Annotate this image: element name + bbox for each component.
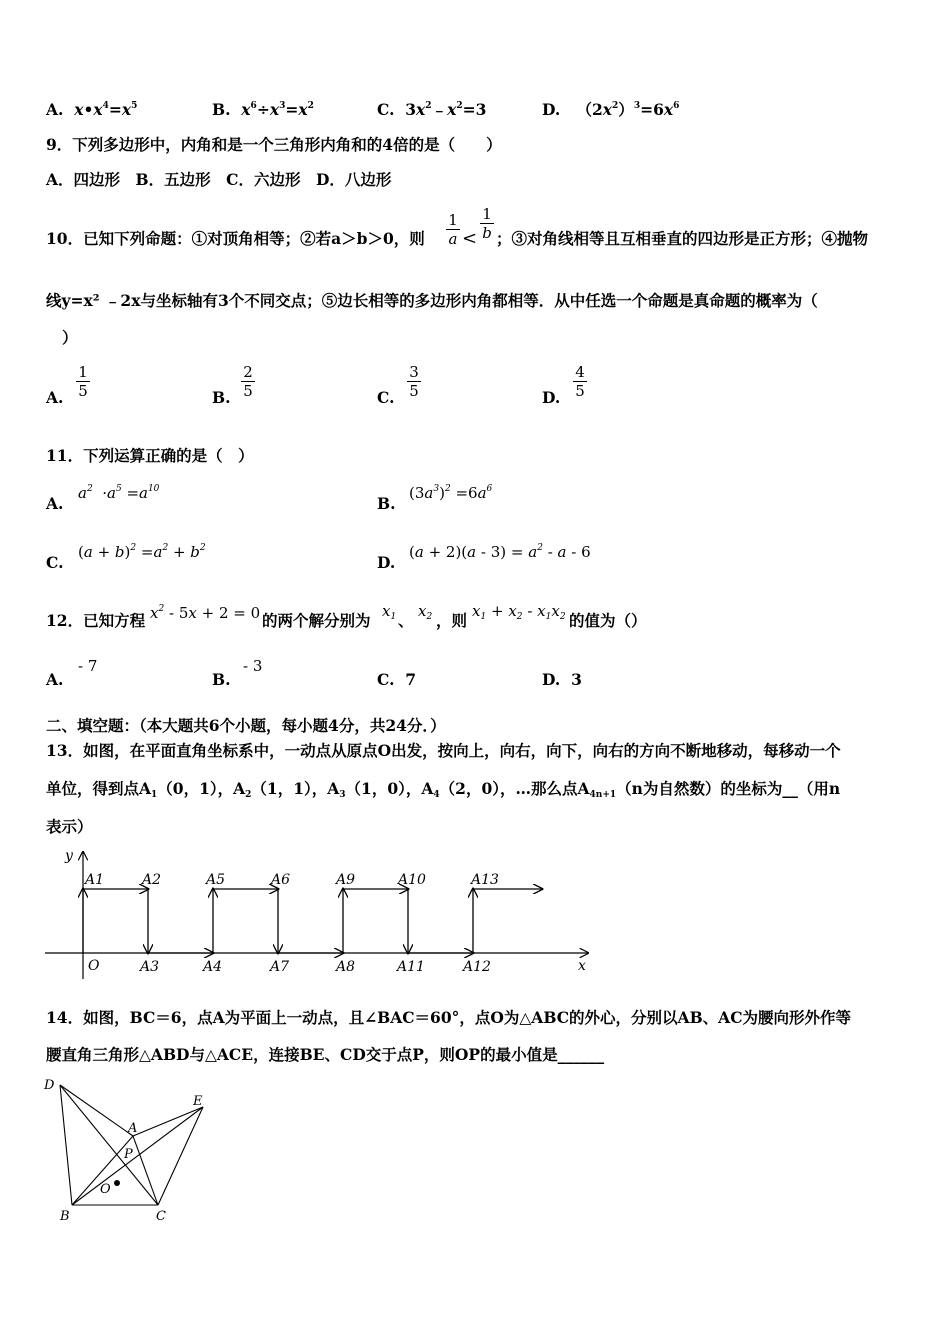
label-a12: A12: [463, 959, 491, 975]
q11-label-d: D.: [377, 553, 396, 572]
q8-option-d: D. $(2x^2)^3=6x^6$: [542, 100, 680, 119]
label-a3: A3: [140, 959, 160, 975]
q8-option-c: C. $3x^2﹣x^2=3$: [377, 100, 487, 119]
q10-label-b: B.: [212, 388, 231, 407]
q12-stem-part2: 的两个解分别为: [262, 611, 371, 630]
q12-x2: $x_2$: [418, 602, 433, 622]
label-a9: A9: [336, 872, 356, 888]
q14-line1: 14．如图，BC＝6，点A为平面上一动点，且∠BAC＝60°，点O为△ABC的外心，分别以AB、AC为腰向形外作等: [46, 1008, 852, 1027]
q11-label-c: C.: [46, 553, 64, 572]
q12-separator: 、: [398, 611, 414, 630]
q13-line3: 表示）: [46, 817, 93, 836]
label-a: A: [128, 1121, 138, 1136]
q11-option-c-expr: $(a + b)^2 =a^2 + b^2$: [78, 543, 206, 561]
q11-option-a-expr: $a^2 \cdot a^5 =a^{10}$: [78, 484, 160, 502]
q10-option-c-fraction: 3 5: [407, 364, 421, 399]
q10-label-d: D.: [542, 388, 561, 407]
q12-label-a: A.: [46, 670, 64, 689]
q11-option-b-expr: $(3a^3)^2 =6a^6$: [409, 484, 493, 502]
label-a2: A2: [142, 872, 162, 888]
q10-fraction-1-over-b: 1 b: [480, 206, 494, 241]
q10-fraction-1-over-a: 1 a: [446, 212, 460, 247]
axis-x-label: x: [578, 958, 586, 974]
label-a6: A6: [271, 872, 291, 888]
q12-value-d: 3: [571, 670, 582, 689]
label-e: E: [193, 1094, 203, 1109]
q14-line2: 腰直角三角形△ABD与△ACE，连接BE、CD交于点P，则OP的最小值是______: [46, 1045, 605, 1064]
label-a1: A1: [85, 872, 105, 888]
q11-label-a: A.: [46, 494, 64, 513]
q12-stem-part4: 的值为（）: [569, 611, 647, 630]
q10-line3: ）: [62, 328, 78, 347]
q12-value-a: - 7: [78, 657, 98, 675]
q12-equation: $x^2 - 5x + 2 = 0$: [150, 604, 261, 622]
q13-line2: 单位，得到点$A_1(0$，1），$A_2(1$，1），$A_3(1$，0），$A_4(2$，0），…那么点$A_{4n+1}(n$为自然数）的坐标为__（用n: [46, 779, 841, 800]
label-a7: A7: [270, 959, 290, 975]
label-a8: A8: [336, 959, 356, 975]
q10-option-a-fraction: 1 5: [76, 364, 90, 399]
q10-less-than: <: [462, 228, 478, 249]
q10-stem-part1: 10．已知下列命题：①对顶角相等；②若a＞b＞0，则: [46, 229, 425, 248]
label-c: C: [156, 1209, 166, 1224]
q13-figure: [40, 842, 600, 982]
label-b: B: [60, 1209, 70, 1224]
label-a4: A4: [203, 959, 223, 975]
q14-figure: [40, 1072, 220, 1227]
q12-stem-part1: 12．已知方程: [46, 611, 146, 630]
q10-label-a: A.: [46, 388, 64, 407]
q9-stem: 9．下列多边形中，内角和是一个三角形内角和的4倍的是（ ）: [46, 135, 502, 154]
q9-options: A．四边形 B．五边形 C．六边形 D．八边形: [46, 170, 392, 189]
q10-option-b-fraction: 2 5: [241, 364, 255, 399]
q12-value-c: 7: [405, 670, 417, 689]
label-a10: A10: [398, 872, 426, 888]
q11-option-d-expr: $(a + 2)(a - 3) = a^2 - a - 6$: [409, 543, 591, 561]
q12-label-c: C. 7: [377, 670, 417, 689]
q8-option-a: A. $x•x^4=x^5$: [46, 100, 138, 119]
q11-stem: 11．下列运算正确的是（ ）: [46, 446, 254, 465]
origin-label: O: [88, 958, 100, 974]
label-o: O: [100, 1182, 111, 1197]
q12-label-d: D. 3: [542, 670, 582, 689]
label-p: P: [124, 1147, 133, 1162]
axis-y-label: y: [65, 848, 73, 864]
label-a5: A5: [206, 872, 226, 888]
q10-label-c: C.: [377, 388, 395, 407]
q12-label-b: B.: [212, 670, 231, 689]
q12-x1: $x_1$: [382, 602, 397, 622]
q12-stem-part3: ，则: [436, 611, 468, 630]
label-a11: A11: [397, 959, 425, 975]
label-d: D: [44, 1078, 55, 1093]
label-a13: A13: [471, 872, 499, 888]
q10-option-d-fraction: 4 5: [573, 364, 587, 399]
q11-label-b: B.: [377, 494, 396, 513]
q10-stem-part2: ；③对角线相等且互相垂直的四边形是正方形；④抛物: [496, 229, 869, 248]
q8-option-b: B. $x^6\div x^3=x^2$: [212, 100, 314, 119]
section2-heading: 二、填空题：（本大题共6个小题，每小题4分，共24分．）: [46, 716, 446, 735]
q13-line1: 13．如图，在平面直角坐标系中，一动点从原点O出发，按向上，向右，向下，向右的方向不断地移动，每移动一个: [46, 741, 841, 760]
q12-value-b: - 3: [243, 657, 263, 675]
q10-line2: 线y=x² ﹣2x与坐标轴有3个不同交点；⑤边长相等的多边形内角都相等．从中任选一个命题是真命题的概率为（: [46, 291, 818, 310]
point-o: [114, 1180, 120, 1186]
q12-expression: $x_1 + x_2 - x_1x_2$: [472, 602, 566, 622]
